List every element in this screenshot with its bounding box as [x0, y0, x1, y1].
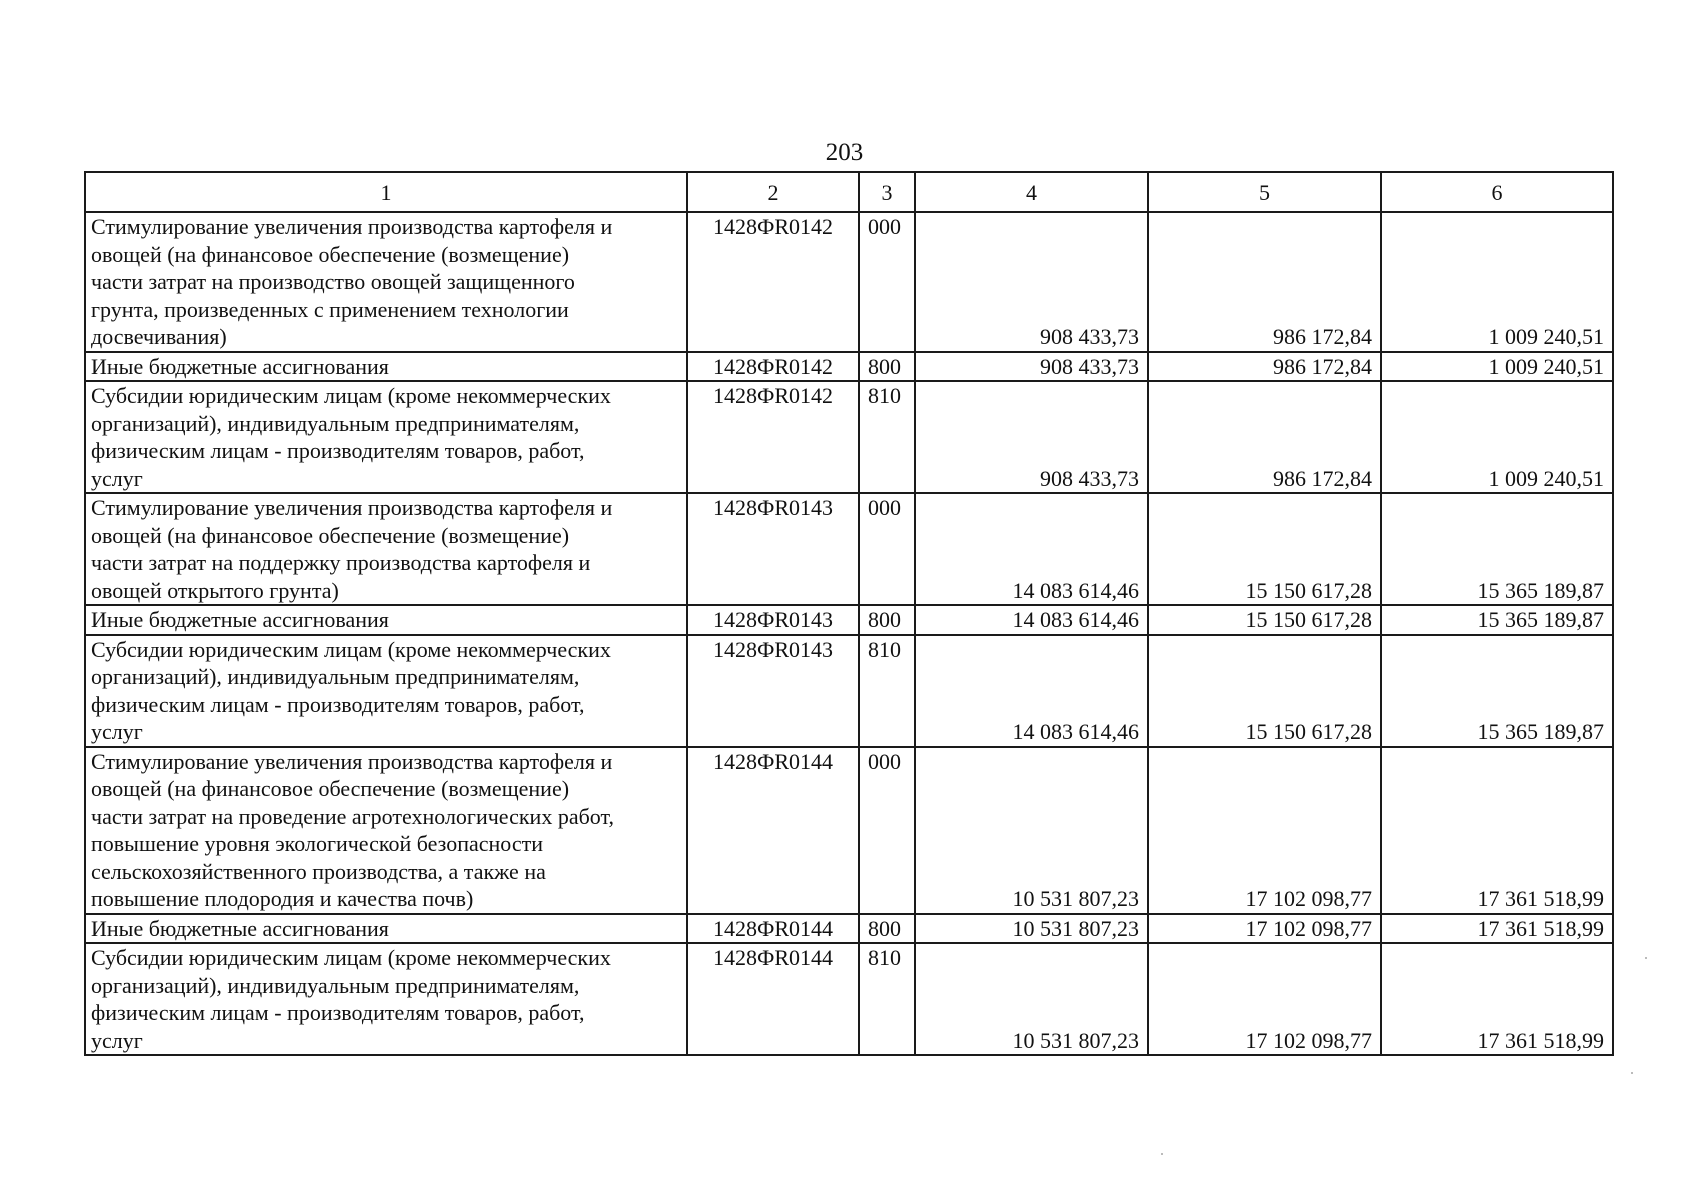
row-value-col4: 14 083 614,46: [915, 605, 1148, 635]
row-code: 1428ФR0143: [687, 493, 859, 605]
description-line: Стимулирование увеличения производства картофеля и: [91, 495, 613, 520]
row-value-col5: 15 150 617,28: [1148, 605, 1381, 635]
description-line: физическим лицам - производителям товаров, работ,: [91, 691, 585, 717]
row-description: [85, 352, 687, 382]
description-line: Иные бюджетные ассигнования: [91, 915, 389, 941]
row-description: [85, 635, 687, 747]
row-expense-type: 000: [859, 747, 915, 914]
header-row: [85, 172, 1613, 212]
description-line: овощей (на финансовое обеспечение (возмещение): [91, 776, 570, 801]
description-line: физическим лицам - производителям товаров, работ,: [91, 1000, 585, 1025]
row-expense-type: 000: [859, 212, 915, 352]
table-row: [85, 352, 1613, 382]
row-value-col5: 986 172,84: [1148, 352, 1381, 382]
page-number: 203: [825, 139, 864, 166]
description-line: Иные бюджетные ассигнования: [91, 353, 389, 379]
description-line: услуг: [91, 1027, 143, 1053]
row-expense-type: 810: [859, 943, 915, 1055]
row-description: [85, 493, 687, 605]
row-code: 1428ФR0144: [687, 747, 859, 914]
column-header-5: 5: [1148, 172, 1381, 212]
table-body: [85, 172, 1613, 1055]
description-line: овощей (на финансовое обеспечение (возмещение): [91, 241, 570, 267]
description-line: услуг: [91, 465, 143, 491]
description-line: физическим лицам - производителям товаров, работ,: [91, 438, 585, 463]
description-line: сельскохозяйственного производства, а также на: [91, 858, 546, 884]
column-header-2: 2: [687, 172, 859, 212]
row-value-col6: 17 361 518,99: [1381, 943, 1613, 1055]
row-value-col6: 1 009 240,51: [1381, 381, 1613, 493]
row-expense-type: 800: [859, 914, 915, 944]
row-value-col5: 17 102 098,77: [1148, 914, 1381, 944]
row-expense-type: 800: [859, 605, 915, 635]
row-description: [85, 605, 687, 635]
row-description: [85, 914, 687, 944]
table-row: [85, 943, 1613, 1055]
row-code: 1428ФR0143: [687, 635, 859, 747]
row-value-col4: 908 433,73: [915, 352, 1148, 382]
row-value-col6: 17 361 518,99: [1381, 914, 1613, 944]
description-line: части затрат на поддержку производства картофеля и: [91, 550, 591, 575]
row-value-col6: 1 009 240,51: [1381, 352, 1613, 382]
row-expense-type: 810: [859, 635, 915, 747]
table-row: [85, 605, 1613, 635]
description-line: Субсидии юридическим лицам (кроме некоммерческих: [91, 636, 611, 662]
row-value-col4: 10 531 807,23: [915, 914, 1148, 944]
row-expense-type: 000: [859, 493, 915, 605]
description-line: овощей открытого грунта): [91, 577, 339, 603]
row-value-col5: 15 150 617,28: [1148, 493, 1381, 605]
row-value-col6: 15 365 189,87: [1381, 605, 1613, 635]
row-value-col4: 908 433,73: [915, 381, 1148, 493]
table-row: [85, 914, 1613, 944]
table-row: [85, 635, 1613, 747]
description-line: части затрат на производство овощей защищенного: [91, 269, 575, 294]
row-value-col5: 986 172,84: [1148, 381, 1381, 493]
row-value-col5: 986 172,84: [1148, 212, 1381, 352]
row-value-col5: 17 102 098,77: [1148, 943, 1381, 1055]
description-line: организаций), индивидуальным предпринимателям,: [91, 972, 580, 998]
row-expense-type: 810: [859, 381, 915, 493]
table-row: [85, 212, 1613, 352]
row-expense-type: 800: [859, 352, 915, 382]
row-code: 1428ФR0144: [687, 943, 859, 1055]
scan-speck: [1645, 957, 1647, 959]
table-row: [85, 493, 1613, 605]
description-line: Субсидии юридическим лицам (кроме некоммерческих: [91, 945, 611, 970]
scan-speck: [1631, 1072, 1633, 1074]
column-header-4: 4: [915, 172, 1148, 212]
row-code: 1428ФR0142: [687, 352, 859, 382]
row-value-col6: 1 009 240,51: [1381, 212, 1613, 352]
description-line: повышение уровня экологической безопасности: [91, 831, 543, 856]
row-description: [85, 747, 687, 914]
row-description: [85, 943, 687, 1055]
row-code: 1428ФR0144: [687, 914, 859, 944]
row-value-col4: 14 083 614,46: [915, 635, 1148, 747]
column-header-6: 6: [1381, 172, 1613, 212]
row-value-col4: 10 531 807,23: [915, 747, 1148, 914]
row-value-col4: 10 531 807,23: [915, 943, 1148, 1055]
row-description: [85, 212, 687, 352]
row-value-col5: 17 102 098,77: [1148, 747, 1381, 914]
description-line: повышение плодородия и качества почв): [91, 886, 474, 911]
budget-table: [84, 171, 1614, 1056]
row-value-col6: 15 365 189,87: [1381, 635, 1613, 747]
row-value-col4: 908 433,73: [915, 212, 1148, 352]
row-code: 1428ФR0142: [687, 212, 859, 352]
row-code: 1428ФR0142: [687, 381, 859, 493]
description-line: услуг: [91, 719, 143, 744]
description-line: Стимулирование увеличения производства картофеля и: [91, 214, 613, 239]
row-value-col4: 14 083 614,46: [915, 493, 1148, 605]
description-line: части затрат на проведение агротехнологических работ,: [91, 803, 614, 829]
column-header-3: 3: [859, 172, 915, 212]
row-description: [85, 381, 687, 493]
description-line: Стимулирование увеличения производства картофеля и: [91, 748, 613, 774]
column-header-1: 1: [85, 172, 687, 212]
description-line: досвечивания): [91, 324, 227, 349]
description-line: Иные бюджетные ассигнования: [91, 607, 389, 632]
row-value-col6: 17 361 518,99: [1381, 747, 1613, 914]
table-row: [85, 381, 1613, 493]
description-line: Субсидии юридическим лицам (кроме некоммерческих: [91, 383, 611, 408]
description-line: грунта, произведенных с применением технологии: [91, 296, 569, 322]
description-line: овощей (на финансовое обеспечение (возмещение): [91, 522, 570, 548]
row-value-col6: 15 365 189,87: [1381, 493, 1613, 605]
row-value-col5: 15 150 617,28: [1148, 635, 1381, 747]
description-line: организаций), индивидуальным предпринимателям,: [91, 664, 580, 689]
description-line: организаций), индивидуальным предпринимателям,: [91, 410, 580, 436]
table-row: [85, 747, 1613, 914]
row-code: 1428ФR0143: [687, 605, 859, 635]
scan-speck: [1161, 1153, 1163, 1155]
